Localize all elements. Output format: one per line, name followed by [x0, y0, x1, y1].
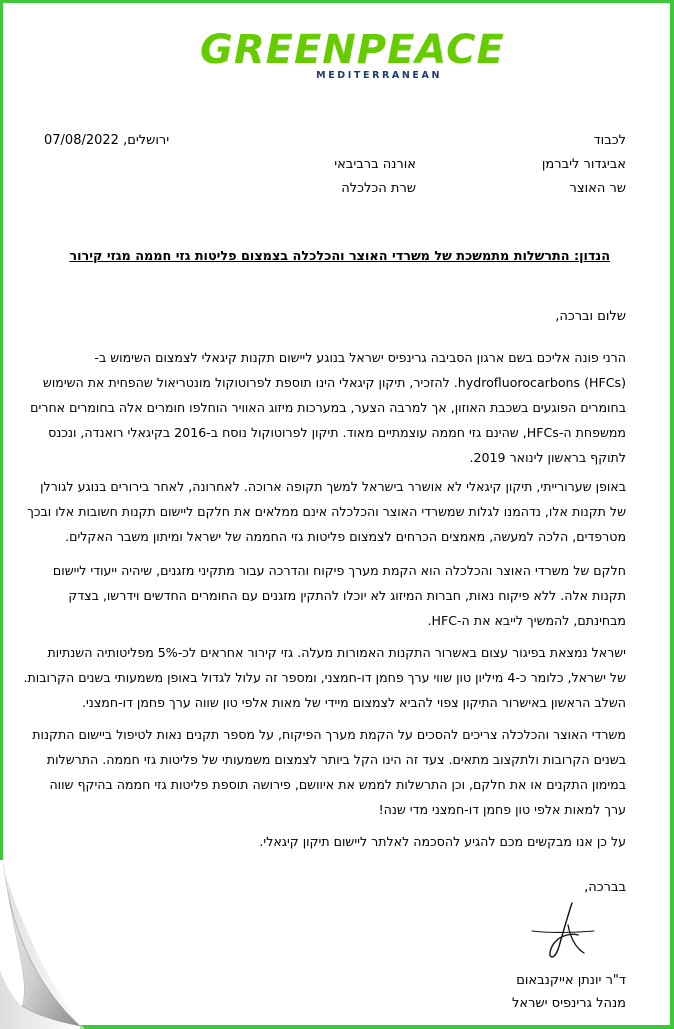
paragraph-line: של תקנות אלו, נדהמנו לגלות שמשרדי האוצר והכלכלה אינם ממלאים את חלקם ליישום תקנות חשובות אלו ובכך [27, 504, 626, 519]
greenpeace-logo [200, 27, 505, 88]
paragraph-line: באופן שערורייתי, תיקון קיגאלי לא אושרר בישראל למשך תקופה ארוכה. לאחרונה, לאחר בירורים בנוגע לגורלן [40, 479, 626, 494]
paragraph-3 [48, 558, 626, 633]
logo-subtitle: MEDITERRANEAN [316, 70, 442, 81]
paragraph-1 [30, 345, 626, 470]
paragraph-line: לתוקף בראשון לינואר 2019. [469, 450, 626, 465]
signer-title: מנהל גרינפיס ישראל [512, 996, 626, 1011]
paragraph-line: hydrofluorocarbons (HFCs). להזכיר, תיקון קיגאלי הינו תוספת לפרוטוקול מונטריאול שהפחית את השימוש [42, 375, 626, 390]
paragraph-line: של ישראל, כלומר כ-4 מיליון טון שווי ערך פחמן דו-חמצני, ומספר זה עלול לגדול באופן משמעותי בשנים הקרובות. [23, 670, 626, 685]
city-date: ירושלים, 07/08/2022 [44, 133, 170, 148]
paragraph-2 [27, 474, 626, 549]
page-curl-graphic [0, 830, 120, 1029]
closing: בברכה, [584, 880, 626, 895]
recipient1-name: אביגדור ליברמן [541, 157, 626, 172]
paragraph-line: בחומרים הפוגעים בשכבת האוזון, אך למרבה הצער, במערכות מיזוג האוויר הוחלפו חומרים אלה בחומרים אחרים [30, 400, 626, 415]
to-label: לכבוד [593, 133, 626, 148]
paragraph-line: מבחינתם, להמשיך לייבא את ה-HFC. [427, 613, 626, 628]
paragraph-line: בשנים הקרובות ולתקצוב מתאים. צעד זה הינו הקל ביותר לצמצום משמעותי של פליטות גזי חממה. התרשלות [46, 752, 626, 767]
paragraph-line: הרני פונה אליכם בשם ארגון הסביבה גרינפיס ישראל בנוגע ליישום תקנות קיגאלי לצמצום השימוש ב- [94, 350, 626, 365]
paragraph-4 [23, 640, 626, 715]
signature-scribble [528, 895, 598, 965]
paragraph-line: השלב הראשון באישרור התיקון צפוי להביא לצמצום מיידי של מאות אלפי טון שווה ערך פחמן דו-חמצני. [81, 695, 626, 710]
recipient1-title: שר האוצר [569, 181, 626, 196]
page-border-right [670, 0, 674, 1029]
page-border-top [0, 0, 674, 3]
paragraph-line: ערך למאות אלפי טון פחמן דו-חמצני מדי שנה! [378, 802, 626, 817]
page-border-left [0, 0, 3, 860]
paragraph-line: מטרפדים, הלכה למעשה, מאמצים הכרחים לצמצום פליטות גזי החממה של ישראל ומיתון משבר האקלים. [65, 529, 626, 544]
paragraph-5 [32, 722, 626, 822]
letter-subject: הנדון: התרשלות מתמשכת של משרדי האוצר והכלכלה בצמצום פליטות גזי חממה מגזי קירור [69, 249, 610, 264]
greeting: שלום וברכה, [555, 309, 626, 324]
paragraph-6 [48, 829, 626, 854]
logo-wordmark: GREENPEACE [200, 27, 505, 73]
paragraph-line: משרדי האוצר והכלכלה צריכים להסכים על הקמת מערך הפיקוח, על מספר תקנים נאות לטיפול ביישום התקנות [32, 727, 626, 742]
paragraph-line: ישראל נמצאת בפיגור עצום באשרור התקנות האמורות מעלה. גזי קירור אחראים לכ-5% מפליטותיה השנתיות [47, 645, 626, 660]
page-border-bottom [80, 1025, 674, 1029]
paragraph-line: במימון התקנים או את חלקם, וכן התרשלות לממש את איוושם, פירושה תוספת פליטות גזי חממה בהיקף שווה [49, 777, 626, 792]
paragraph-line: תקנות אלה. ללא פיקוח נאות, חברות המיזוג לא יוכלו להתקין מזגנים עם החומרים החדשים וידרשו, בצדק [68, 588, 626, 603]
recipient2-name: אורנה ברביבאי [334, 157, 416, 172]
paragraph-line: ממשפחת ה-HFCs, שהינם גזי חממה עוצמתיים מאוד. תיקון לפרוטוקול נוסח ב-2016 בקיגאלי רואנדה, ונכנס [48, 425, 626, 440]
paragraph-line: על כן אנו מבקשים מכם להגיע להסכמה לאלתר ליישום תיקון קיגאלי. [259, 834, 626, 849]
signer-name: ד"ר יונתן אייקנבאום [516, 973, 626, 988]
paragraph-line: חלקם של משרדי האוצר והכלכלה הוא הקמת מערך פיקוח והדרכה עבור מתקיני מזגנים, שיהיה ייעודי ליישום [52, 563, 626, 578]
recipient2-title: שרת הכלכלה [341, 181, 416, 196]
